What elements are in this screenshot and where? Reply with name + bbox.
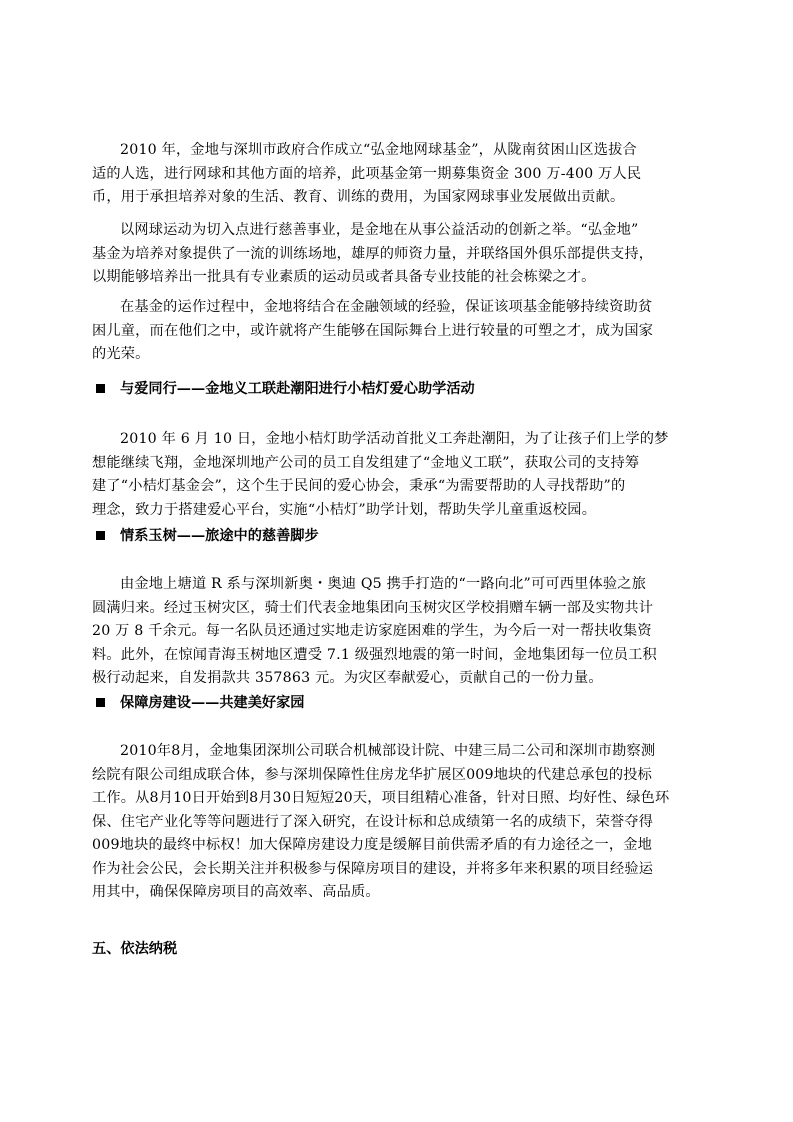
text-line: 作为社会公民，会长期关注并积极参与保障房项目的建设，并将多年来积累的项目经验运 bbox=[92, 860, 654, 877]
text-line: 理念，致力于搭建爱心平台，实施“小桔灯”助学计划，帮助失学儿童重返校园。 bbox=[92, 501, 597, 518]
text-line: 适的人选，进行网球和其他方面的培养，此项基金第一期募集资金 300 万-400 万人民 bbox=[92, 165, 642, 182]
heading-text: 情系玉树——旅途中的慈善脚步 bbox=[120, 528, 319, 544]
text-line: 2010 年 6 月 10 日，金地小桔灯助学活动首批义工奔赴潮阳，为了让孩子们上学的梦 bbox=[120, 431, 669, 447]
text-line: 20 万 8 千余元。每一名队员还通过实地走访家庭困难的学生，为今后一对一帮扶收集资 bbox=[92, 623, 652, 639]
text-line: 工作。从8月10日开始到8月30日短短20天，项目组精心准备，针对日照、均好性、绿色环 bbox=[92, 790, 670, 806]
paragraph-housing-project bbox=[92, 740, 702, 905]
section-title-tax bbox=[92, 938, 177, 958]
text-line: 2010 年，金地与深圳市政府合作成立“弘金地网球基金”，从陇南贫困山区选拔合 bbox=[120, 142, 637, 158]
text-line: 基金为培养对象提供了一流的训练场地，雄厚的师资力量，并联络国外俱乐部提供支持， bbox=[92, 245, 654, 262]
paragraph-tennis-innovation bbox=[92, 219, 702, 290]
text-line: 保、住宅产业化等等问题进行了深入研究，在设计标和总成绩第一名的成绩下，荣誉夺得 bbox=[92, 813, 654, 830]
text-line: 想能继续飞翔，金地深圳地产公司的员工自发组建了“金地义工联”，获取公司的支持筹 bbox=[92, 454, 640, 471]
heading-affordable-housing bbox=[92, 692, 304, 712]
text-line: 在基金的运作过程中，金地将结合在金融领域的经验，保证该项基金能够持续资助贫 bbox=[120, 299, 653, 315]
text-line: 009地块的最终中标权！加大保障房建设力度是缓解目前供需矛盾的有力途径之一，金地 bbox=[92, 837, 653, 853]
heading-text: 与爱同行——金地义工联赴潮阳进行小桔灯爱心助学活动 bbox=[120, 381, 475, 397]
paragraph-fund-operation bbox=[92, 296, 702, 367]
text-line: 由金地上塘道 R 系与深圳新奥・奥迪 Q5 携手打造的“一路向北”可可西里体验之旅 bbox=[120, 576, 647, 592]
text-line: 困儿童，而在他们之中，或许就将产生能够在国际舞台上进行较量的可塑之才，成为国家 bbox=[92, 322, 654, 339]
text-line: 极行动起来，自发捐款共 357863 元。为灾区奉献爱心，贡献自己的一份力量。 bbox=[92, 670, 603, 686]
paragraph-yushu-trip bbox=[92, 573, 702, 691]
text-line: 圆满归来。经过玉树灾区，骑士们代表金地集团向玉树灾区学校捐赠车辆一部及实物共计 bbox=[92, 599, 654, 616]
text-line: 料。此外，在惊闻青海玉树地区遭受 7.1 级强烈地震的第一时间，金地集团每一位员工积 bbox=[92, 646, 657, 663]
square-bullet-icon bbox=[96, 384, 105, 393]
square-bullet-icon bbox=[96, 531, 105, 540]
square-bullet-icon bbox=[96, 698, 105, 707]
text-line: 币，用于承担培养对象的生活、教育、训练的费用，为国家网球事业发展做出贡献。 bbox=[92, 189, 625, 205]
text-line: 的光荣。 bbox=[92, 346, 150, 362]
heading-text: 保障房建设——共建美好家园 bbox=[120, 695, 305, 711]
paragraph-tennis-fund bbox=[92, 139, 702, 210]
text-line: 建了“小桔灯基金会”，这个生于民间的爱心协会，秉承“为需要帮助的人寻找帮助”的 bbox=[92, 478, 626, 494]
text-line: 以期能够培养出一批具有专业素质的运动员或者具备专业技能的社会栋梁之才。 bbox=[92, 269, 596, 285]
text-line: 绘院有限公司组成联合体，参与深圳保障性住房龙华扩展区009地块的代建总承包的投标 bbox=[92, 766, 653, 783]
text-line: 2010年8月，金地集团深圳公司联合机械部设计院、中建三局二公司和深圳市勘察测 bbox=[120, 743, 656, 759]
text-line: 用其中，确保保障房项目的高效率、高品质。 bbox=[92, 884, 380, 900]
text-line: 以网球运动为切入点进行慈善事业，是金地在从事公益活动的创新之举。“弘金地” bbox=[120, 222, 639, 238]
paragraph-lantern-program bbox=[92, 428, 702, 522]
section-title-text: 五、依法纳税 bbox=[92, 941, 178, 957]
heading-volunteer-chaoyang bbox=[92, 378, 475, 398]
heading-yushu-charity bbox=[92, 525, 319, 545]
